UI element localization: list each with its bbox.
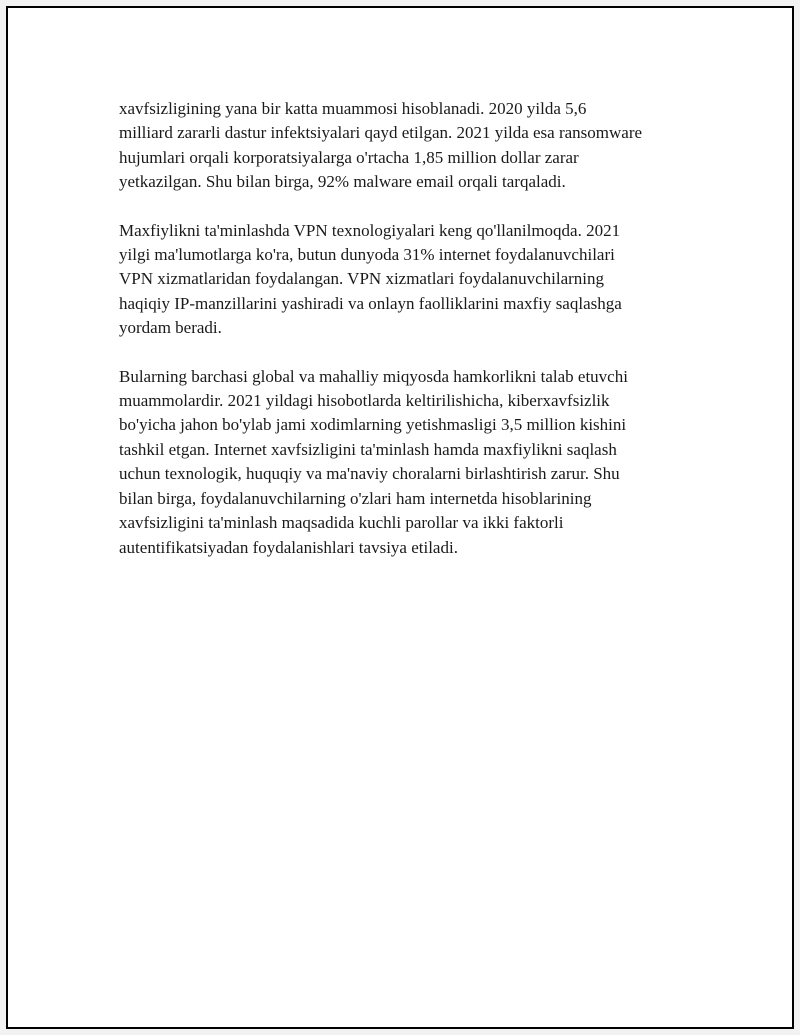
document-page <box>6 6 794 1029</box>
paragraph-global-cooperation: Bularning barchasi global va mahalliy miqyosda hamkorlikni talab etuvchi muammolardir. 2021 yildagi hisobotlarda keltirilishicha, kiberxavfsizlik bo'yicha jahon bo'ylab jami xodimlarning yetishmasligi 3,5 million kishini tashkil etgan. Internet xavfsizligini ta'minlash hamda maxfiylikni saqlash uchun texnologik, huquqiy va ma'naviy choralarni birlashtirish zarur. Shu bilan birga, foydalanuvchilarning o'zlari ham internetda hisoblarining xavfsizligini ta'minlash maqsadida kuchli parollar va ikki faktorli autentifikatsiyadan foydalanishlari tavsiya etiladi. <box>119 366 628 557</box>
paragraph-vpn-privacy: Maxfiylikni ta'minlashda VPN texnologiyalari keng qo'llanilmoqda. 2021 yilgi ma'lumotlarga ko'ra, butun dunyoda 31% internet foydalanuvchilari VPN xizmatlaridan foydalangan. VPN xizmatlari foydalanuvchilarning haqiqiy IP-manzillarini yashiradi va onlayn faolliklarini maxfiy saqlashga yordam beradi. <box>119 220 622 338</box>
document-body <box>119 97 709 584</box>
paragraph-malware-statistics: xavfsizligining yana bir katta muammosi hisoblanadi. 2020 yilda 5,6 milliard zararli dastur infektsiyalari qayd etilgan. 2021 yilda esa ransomware hujumlari orqali korporatsiyalarga o'rtacha 1,85 million dollar zarar yetkazilgan. Shu bilan birga, 92% malware email orqali tarqaladi. <box>119 99 643 192</box>
